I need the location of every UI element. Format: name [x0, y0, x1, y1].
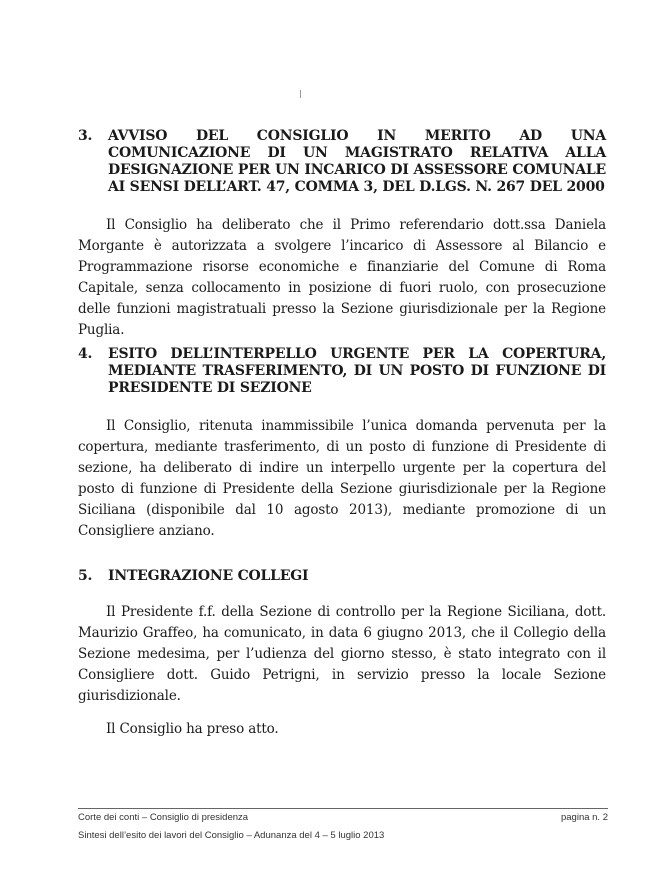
section-heading: [78, 128, 606, 196]
section-3: [78, 128, 606, 341]
section-number: 3.: [78, 128, 93, 144]
section-title: ESITO DELL’INTERPELLO URGENTE PER LA COPERTURA, MEDIANTE TRASFERIMENTO, DI UN POSTO DI FUNZIONE DI PRESIDENTE DI SEZIONE: [108, 346, 606, 396]
section-title: AVVISO DEL CONSIGLIO IN MERITO AD UNA COMUNICAZIONE DI UN MAGISTRATO RELATIVA ALLA DESIGNAZIONE PER UN INCARICO DI ASSESSORE COMUNALE AI SENSI DELL’ART. 47, COMMA 3, DEL D.LGS. N. 267 DEL 2000: [108, 128, 606, 195]
section-paragraph: Il Consiglio, ritenuta inammissibile l’unica domanda pervenuta per la copertura, mediante trasferimento, di un posto di funzione di Presidente di sezione, ha deliberato di indire un interpello urgente per la copertura del posto di funzione di Presidente della Sezione giurisdizionale per la Regione Siciliana (disponibile dal 10 agosto 2013), mediante promozione di un Consigliere anziano.: [78, 418, 606, 539]
section-heading: [78, 568, 606, 585]
scan-mark: [300, 90, 301, 98]
section-4: [78, 346, 606, 542]
footer: [78, 812, 608, 841]
section-title: INTEGRAZIONE COLLEGI: [108, 568, 309, 584]
section-paragraph: Il Consiglio ha deliberato che il Primo referendario dott.ssa Daniela Morgante è autorizzata a svolgere l’incarico di Assessore al Bilancio e Programmazione risorse economiche e finanziarie del Comune di Roma Capitale, senza collocamento in posizione di fuori ruolo, con prosecuzione delle funzioni magistratuali presso la Sezione giurisdizionale per la Regione Puglia.: [78, 217, 606, 338]
section-heading: [78, 346, 606, 397]
section-paragraph: Il Presidente f.f. della Sezione di controllo per la Regione Siciliana, dott. Maurizio Graffeo, ha comunicato, in data 6 giugno 2013, che il Collegio della Sezione medesima, per l’udienza del giorno stesso, è stato integrato con il Consigliere dott. Guido Petrigni, in servizio presso la locale Sezione giurisdizionale.: [78, 604, 606, 704]
footer-line-2: Sintesi dell’esito dei lavori del Consiglio – Adunanza del 4 – 5 luglio 2013: [78, 830, 385, 841]
section-5: [78, 568, 606, 740]
footer-page-number: pagina n. 2: [560, 812, 608, 823]
section-paragraph: Il Consiglio ha preso atto.: [106, 721, 279, 737]
section-number: 4.: [78, 346, 93, 362]
footer-line-1: Corte dei conti – Consiglio di presidenza: [78, 812, 249, 823]
footer-rule: [78, 808, 608, 809]
section-number: 5.: [78, 568, 93, 584]
